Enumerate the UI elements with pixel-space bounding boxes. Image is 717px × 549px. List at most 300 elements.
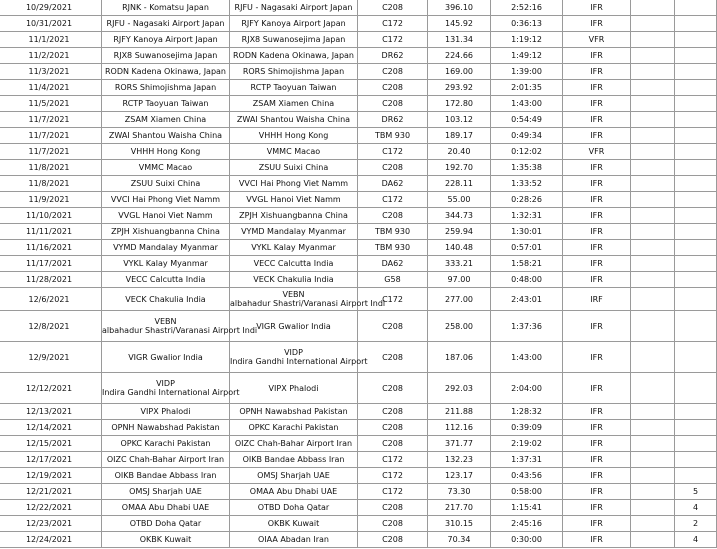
arrival-cell: OKBK Kuwait	[230, 516, 358, 532]
table-row	[0, 373, 717, 404]
empty-cell	[631, 192, 675, 208]
distance-cell: 20.40	[428, 144, 491, 160]
arrival-cell: RODN Kadena Okinawa, Japan	[230, 48, 358, 64]
empty-cell	[631, 224, 675, 240]
aircraft-type-cell: DR62	[358, 112, 428, 128]
arrival-cell: ZWAI Shantou Waisha China	[230, 112, 358, 128]
distance-cell: 189.17	[428, 128, 491, 144]
aircraft-type-cell: DA62	[358, 256, 428, 272]
departure-cell: RCTP Taoyuan Taiwan	[102, 96, 230, 112]
distance-cell: 258.00	[428, 311, 491, 342]
empty-cell	[631, 0, 675, 16]
table-row	[0, 272, 717, 288]
flight-rules-cell: IFR	[563, 96, 631, 112]
departure-cell: VIPX Phalodi	[102, 404, 230, 420]
empty-cell	[631, 32, 675, 48]
arrival-cell	[230, 342, 368, 373]
empty-cell	[631, 176, 675, 192]
departure-cell: VVCI Hai Phong Viet Namm	[102, 192, 230, 208]
date-cell: 12/17/2021	[0, 452, 102, 468]
table-row	[0, 484, 717, 500]
distance-cell: 145.92	[428, 16, 491, 32]
aircraft-type-cell: C208	[358, 373, 428, 404]
flight-rules-cell: IFR	[563, 484, 631, 500]
date-cell: 11/4/2021	[0, 80, 102, 96]
count-cell	[675, 48, 717, 64]
arrival-cell: OIZC Chah-Bahar Airport Iran	[230, 436, 358, 452]
distance-cell: 228.11	[428, 176, 491, 192]
distance-cell: 224.66	[428, 48, 491, 64]
departure-cell: VMMC Macao	[102, 160, 230, 176]
arrival-cell: VECC Calcutta India	[230, 256, 358, 272]
date-cell: 11/5/2021	[0, 96, 102, 112]
table-row	[0, 452, 717, 468]
date-cell: 12/15/2021	[0, 436, 102, 452]
arrival-cell: OIKB Bandae Abbass Iran	[230, 452, 358, 468]
date-cell: 11/7/2021	[0, 128, 102, 144]
departure-cell: ZPJH Xishuangbanna China	[102, 224, 230, 240]
date-cell: 10/29/2021	[0, 0, 102, 16]
arrival-cell: OMAA Abu Dhabi UAE	[230, 484, 358, 500]
departure-cell: ZSUU Suixi China	[102, 176, 230, 192]
count-cell	[675, 224, 717, 240]
aircraft-type-cell: DA62	[358, 176, 428, 192]
empty-cell	[631, 342, 675, 373]
table-row	[0, 64, 717, 80]
arrival-cell: VVCI Hai Phong Viet Namm	[230, 176, 358, 192]
duration-cell: 0:12:02	[491, 144, 563, 160]
departure-cell: VECK Chakulia India	[102, 288, 230, 311]
aircraft-type-cell: C208	[358, 420, 428, 436]
aircraft-type-cell: C172	[358, 144, 428, 160]
duration-cell: 0:57:01	[491, 240, 563, 256]
flight-rules-cell: IRF	[563, 288, 631, 311]
duration-cell: 1:43:00	[491, 96, 563, 112]
departure-cell: RJX8 Suwanosejima Japan	[102, 48, 230, 64]
flight-rules-cell: IFR	[563, 516, 631, 532]
empty-cell	[631, 144, 675, 160]
count-cell	[675, 80, 717, 96]
distance-cell: 293.92	[428, 80, 491, 96]
distance-cell: 371.77	[428, 436, 491, 452]
date-cell: 12/14/2021	[0, 420, 102, 436]
empty-cell	[631, 128, 675, 144]
duration-cell: 1:15:41	[491, 500, 563, 516]
date-cell: 12/8/2021	[0, 311, 102, 342]
distance-cell: 396.10	[428, 0, 491, 16]
aircraft-type-cell: C208	[358, 532, 428, 548]
date-cell: 11/3/2021	[0, 64, 102, 80]
empty-cell	[631, 404, 675, 420]
departure-cell: VIGR Gwalior India	[102, 342, 230, 373]
distance-cell: 333.21	[428, 256, 491, 272]
departure-cell: OTBD Doha Qatar	[102, 516, 230, 532]
arrival-cell: RJFY Kanoya Airport Japan	[230, 16, 358, 32]
aircraft-type-cell: C208	[358, 516, 428, 532]
duration-cell: 0:36:13	[491, 16, 563, 32]
distance-cell: 217.70	[428, 500, 491, 516]
departure-cell: RORS Shimojishma Japan	[102, 80, 230, 96]
aircraft-type-cell: TBM 930	[358, 240, 428, 256]
duration-cell: 1:58:21	[491, 256, 563, 272]
empty-cell	[631, 160, 675, 176]
count-cell	[675, 96, 717, 112]
table-row	[0, 311, 717, 342]
flight-rules-cell: IFR	[563, 128, 631, 144]
arrival-cell: VYMD Mandalay Myanmar	[230, 224, 358, 240]
aircraft-type-cell: C172	[358, 468, 428, 484]
distance-cell: 172.80	[428, 96, 491, 112]
count-cell	[675, 112, 717, 128]
arrival-cell-code: VIDP	[284, 348, 303, 357]
count-cell	[675, 16, 717, 32]
flight-rules-cell: IFR	[563, 48, 631, 64]
table-row	[0, 288, 717, 311]
flight-rules-cell: IFR	[563, 452, 631, 468]
empty-cell	[631, 311, 675, 342]
arrival-cell: VIGR Gwalior India	[230, 311, 358, 342]
flight-rules-cell: IFR	[563, 16, 631, 32]
table-row	[0, 144, 717, 160]
table-row	[0, 112, 717, 128]
table-row	[0, 516, 717, 532]
flight-rules-cell: IFR	[563, 272, 631, 288]
count-cell	[675, 373, 717, 404]
flight-rules-cell: IFR	[563, 176, 631, 192]
arrival-cell: ZSUU Suixi China	[230, 160, 358, 176]
duration-cell: 2:04:00	[491, 373, 563, 404]
arrival-cell	[230, 288, 386, 311]
aircraft-type-cell: C208	[358, 342, 428, 373]
count-cell: 4	[675, 500, 717, 516]
duration-cell: 2:01:35	[491, 80, 563, 96]
empty-cell	[631, 436, 675, 452]
count-cell	[675, 288, 717, 311]
date-cell: 12/19/2021	[0, 468, 102, 484]
table-row	[0, 500, 717, 516]
empty-cell	[631, 373, 675, 404]
duration-cell: 1:37:36	[491, 311, 563, 342]
distance-cell: 187.06	[428, 342, 491, 373]
flight-rules-cell: IFR	[563, 532, 631, 548]
flight-rules-cell: IFR	[563, 64, 631, 80]
count-cell	[675, 64, 717, 80]
departure-cell	[102, 311, 258, 342]
aircraft-type-cell: G58	[358, 272, 428, 288]
empty-cell	[631, 500, 675, 516]
flight-rules-cell: IFR	[563, 436, 631, 452]
aircraft-type-cell: C172	[358, 32, 428, 48]
date-cell: 12/13/2021	[0, 404, 102, 420]
arrival-cell: RCTP Taoyuan Taiwan	[230, 80, 358, 96]
date-cell: 11/17/2021	[0, 256, 102, 272]
departure-cell: VECC Calcutta India	[102, 272, 230, 288]
empty-cell	[631, 532, 675, 548]
departure-cell: RJFY Kanoya Airport Japan	[102, 32, 230, 48]
distance-cell: 97.00	[428, 272, 491, 288]
aircraft-type-cell: C172	[358, 192, 428, 208]
aircraft-type-cell: C208	[358, 80, 428, 96]
empty-cell	[631, 240, 675, 256]
date-cell: 11/28/2021	[0, 272, 102, 288]
empty-cell	[631, 96, 675, 112]
arrival-cell: VECK Chakulia India	[230, 272, 358, 288]
count-cell	[675, 176, 717, 192]
aircraft-type-cell: DR62	[358, 48, 428, 64]
duration-cell: 1:49:12	[491, 48, 563, 64]
duration-cell: 0:48:00	[491, 272, 563, 288]
flight-rules-cell: VFR	[563, 144, 631, 160]
duration-cell: 0:43:56	[491, 468, 563, 484]
distance-cell: 55.00	[428, 192, 491, 208]
table-row	[0, 192, 717, 208]
duration-cell: 0:49:34	[491, 128, 563, 144]
departure-cell: OIKB Bandae Abbass Iran	[102, 468, 230, 484]
count-cell	[675, 208, 717, 224]
departure-cell: OKBK Kuwait	[102, 532, 230, 548]
date-cell: 11/7/2021	[0, 112, 102, 128]
flight-rules-cell: IFR	[563, 468, 631, 484]
arrival-cell: VVGL Hanoi Viet Namm	[230, 192, 358, 208]
departure-cell-name: Indira Gandhi International Airport	[102, 388, 240, 397]
date-cell: 12/24/2021	[0, 532, 102, 548]
duration-cell: 2:45:16	[491, 516, 563, 532]
departure-cell: VVGL Hanoi Viet Namm	[102, 208, 230, 224]
table-row	[0, 256, 717, 272]
count-cell	[675, 404, 717, 420]
arrival-cell: VIPX Phalodi	[230, 373, 358, 404]
arrival-cell: RORS Shimojishma Japan	[230, 64, 358, 80]
aircraft-type-cell: C172	[358, 288, 428, 311]
aircraft-type-cell: C208	[358, 404, 428, 420]
aircraft-type-cell: C208	[358, 208, 428, 224]
duration-cell: 1:43:00	[491, 342, 563, 373]
distance-cell: 112.16	[428, 420, 491, 436]
duration-cell: 1:37:31	[491, 452, 563, 468]
distance-cell: 211.88	[428, 404, 491, 420]
count-cell: 4	[675, 532, 717, 548]
duration-cell: 1:39:00	[491, 64, 563, 80]
table-row	[0, 420, 717, 436]
empty-cell	[631, 48, 675, 64]
date-cell: 11/16/2021	[0, 240, 102, 256]
distance-cell: 292.03	[428, 373, 491, 404]
date-cell: 11/7/2021	[0, 144, 102, 160]
empty-cell	[631, 484, 675, 500]
aircraft-type-cell: C208	[358, 0, 428, 16]
date-cell: 10/31/2021	[0, 16, 102, 32]
duration-cell: 2:43:01	[491, 288, 563, 311]
empty-cell	[631, 516, 675, 532]
departure-cell: RJFU - Nagasaki Airport Japan	[102, 16, 230, 32]
departure-cell-code: VIDP	[156, 379, 175, 388]
duration-cell: 0:58:00	[491, 484, 563, 500]
flight-rules-cell: IFR	[563, 208, 631, 224]
arrival-cell-name: albahadur Shastri/Varanasi Airport Indi	[230, 299, 386, 308]
distance-cell: 140.48	[428, 240, 491, 256]
count-cell	[675, 342, 717, 373]
date-cell: 11/8/2021	[0, 176, 102, 192]
duration-cell: 0:30:00	[491, 532, 563, 548]
date-cell: 11/2/2021	[0, 48, 102, 64]
flight-rules-cell: IFR	[563, 311, 631, 342]
aircraft-type-cell: C208	[358, 311, 428, 342]
aircraft-type-cell: C208	[358, 64, 428, 80]
departure-cell: VYMD Mandalay Myanmar	[102, 240, 230, 256]
flight-rules-cell: IFR	[563, 404, 631, 420]
aircraft-type-cell: C208	[358, 96, 428, 112]
table-row	[0, 176, 717, 192]
flight-rules-cell: IFR	[563, 80, 631, 96]
departure-cell: VHHH Hong Kong	[102, 144, 230, 160]
date-cell: 11/10/2021	[0, 208, 102, 224]
empty-cell	[631, 272, 675, 288]
flight-rules-cell: IFR	[563, 112, 631, 128]
date-cell: 12/12/2021	[0, 373, 102, 404]
arrival-cell: OTBD Doha Qatar	[230, 500, 358, 516]
distance-cell: 103.12	[428, 112, 491, 128]
aircraft-type-cell: C208	[358, 500, 428, 516]
distance-cell: 192.70	[428, 160, 491, 176]
date-cell: 12/21/2021	[0, 484, 102, 500]
distance-cell: 132.23	[428, 452, 491, 468]
flight-rules-cell: IFR	[563, 240, 631, 256]
departure-cell: OPKC Karachi Pakistan	[102, 436, 230, 452]
distance-cell: 259.94	[428, 224, 491, 240]
flight-rules-cell: IFR	[563, 160, 631, 176]
empty-cell	[631, 420, 675, 436]
duration-cell: 1:33:52	[491, 176, 563, 192]
count-cell: 5	[675, 484, 717, 500]
flight-rules-cell: IFR	[563, 420, 631, 436]
table-row	[0, 128, 717, 144]
table-row	[0, 0, 717, 16]
duration-cell: 1:30:01	[491, 224, 563, 240]
duration-cell: 2:19:02	[491, 436, 563, 452]
arrival-cell: VHHH Hong Kong	[230, 128, 358, 144]
arrival-cell: OPNH Nawabshad Pakistan	[230, 404, 358, 420]
departure-cell-code: VEBN	[154, 317, 177, 326]
duration-cell: 0:54:49	[491, 112, 563, 128]
arrival-cell: OPKC Karachi Pakistan	[230, 420, 358, 436]
flight-rules-cell: IFR	[563, 256, 631, 272]
table-row	[0, 224, 717, 240]
departure-cell: OMSJ Sharjah UAE	[102, 484, 230, 500]
arrival-cell: ZPJH Xishuangbanna China	[230, 208, 358, 224]
arrival-cell: RJFU - Nagasaki Airport Japan	[230, 0, 358, 16]
duration-cell: 1:35:38	[491, 160, 563, 176]
date-cell: 11/9/2021	[0, 192, 102, 208]
distance-cell: 277.00	[428, 288, 491, 311]
count-cell	[675, 256, 717, 272]
distance-cell: 73.30	[428, 484, 491, 500]
duration-cell: 2:52:16	[491, 0, 563, 16]
table-row	[0, 342, 717, 373]
table-row	[0, 404, 717, 420]
count-cell: 2	[675, 516, 717, 532]
flight-rules-cell: IFR	[563, 342, 631, 373]
duration-cell: 1:32:31	[491, 208, 563, 224]
arrival-cell: VMMC Macao	[230, 144, 358, 160]
arrival-cell: ZSAM Xiamen China	[230, 96, 358, 112]
departure-cell: VYKL Kalay Myanmar	[102, 256, 230, 272]
count-cell	[675, 128, 717, 144]
empty-cell	[631, 208, 675, 224]
departure-cell-name: albahadur Shastri/Varanasi Airport Indi	[102, 326, 258, 335]
arrival-cell-name: Indira Gandhi International Airport	[230, 357, 368, 366]
empty-cell	[631, 468, 675, 484]
empty-cell	[631, 452, 675, 468]
date-cell: 12/23/2021	[0, 516, 102, 532]
distance-cell: 70.34	[428, 532, 491, 548]
flight-rules-cell: VFR	[563, 32, 631, 48]
count-cell	[675, 192, 717, 208]
departure-cell: RODN Kadena Okinawa, Japan	[102, 64, 230, 80]
table-row	[0, 80, 717, 96]
arrival-cell: OIAA Abadan Iran	[230, 532, 358, 548]
distance-cell: 310.15	[428, 516, 491, 532]
count-cell	[675, 0, 717, 16]
aircraft-type-cell: TBM 930	[358, 128, 428, 144]
departure-cell	[102, 373, 240, 404]
date-cell: 11/8/2021	[0, 160, 102, 176]
departure-cell: OPNH Nawabshad Pakistan	[102, 420, 230, 436]
aircraft-type-cell: C172	[358, 484, 428, 500]
distance-cell: 123.17	[428, 468, 491, 484]
arrival-cell: VYKL Kalay Myanmar	[230, 240, 358, 256]
aircraft-type-cell: C208	[358, 160, 428, 176]
date-cell: 12/6/2021	[0, 288, 102, 311]
table-row	[0, 16, 717, 32]
date-cell: 12/22/2021	[0, 500, 102, 516]
table-row	[0, 240, 717, 256]
table-row	[0, 436, 717, 452]
aircraft-type-cell: C172	[358, 16, 428, 32]
count-cell	[675, 452, 717, 468]
count-cell	[675, 468, 717, 484]
count-cell	[675, 32, 717, 48]
arrival-cell-code: VEBN	[282, 290, 305, 299]
duration-cell: 0:39:09	[491, 420, 563, 436]
count-cell	[675, 311, 717, 342]
empty-cell	[631, 256, 675, 272]
table-row	[0, 468, 717, 484]
duration-cell: 1:19:12	[491, 32, 563, 48]
distance-cell: 169.00	[428, 64, 491, 80]
aircraft-type-cell: C172	[358, 452, 428, 468]
empty-cell	[631, 16, 675, 32]
table-row	[0, 96, 717, 112]
arrival-cell: RJX8 Suwanosejima Japan	[230, 32, 358, 48]
departure-cell: RJNK - Komatsu Japan	[102, 0, 230, 16]
date-cell: 11/1/2021	[0, 32, 102, 48]
aircraft-type-cell: TBM 930	[358, 224, 428, 240]
flight-rules-cell: IFR	[563, 500, 631, 516]
aircraft-type-cell: C208	[358, 436, 428, 452]
count-cell	[675, 240, 717, 256]
table-row	[0, 532, 717, 548]
departure-cell: OIZC Chah-Bahar Airport Iran	[102, 452, 230, 468]
flight-rules-cell: IFR	[563, 0, 631, 16]
count-cell	[675, 144, 717, 160]
empty-cell	[631, 80, 675, 96]
distance-cell: 344.73	[428, 208, 491, 224]
date-cell: 11/11/2021	[0, 224, 102, 240]
duration-cell: 0:28:26	[491, 192, 563, 208]
table-row	[0, 48, 717, 64]
departure-cell: ZSAM Xiamen China	[102, 112, 230, 128]
empty-cell	[631, 112, 675, 128]
